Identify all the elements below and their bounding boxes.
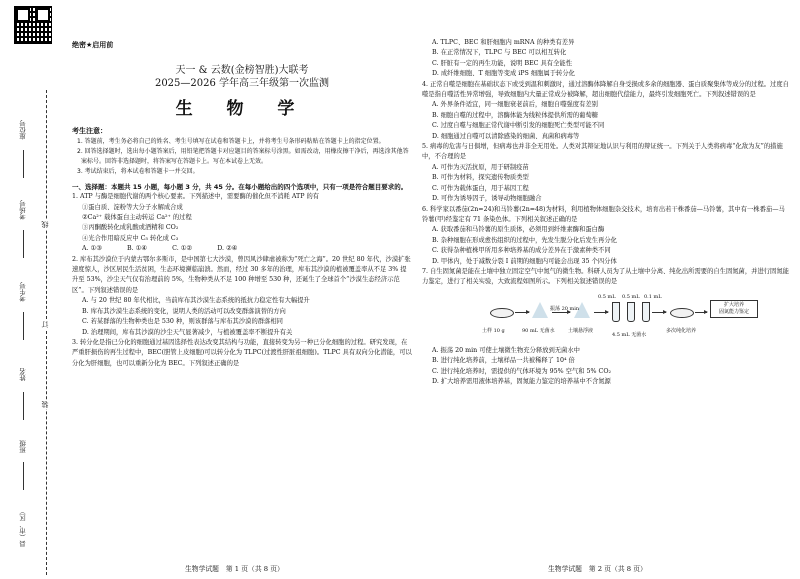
figure-label: 多次纯化培养 (666, 327, 697, 334)
question-option: D. 治理期间，库布其沙漠的沙尘天气显著减少，与植被覆盖率不断提升有关 (82, 328, 293, 336)
note-item: 2. 回答选择题时，选出每小题答案后，用铅笔把答题卡对应题目的答案标号涂黑。如需改动，用橡皮擦干净后，再选涂其他答案标号。回答非选择题时，将答案写在答题卡上。写在本试卷上无效。 (77, 147, 409, 165)
exam-title: 天一 & 云数(金榜智胜)大联考 (175, 65, 309, 77)
arrow (594, 312, 608, 313)
cut-mark-pack: 装 (41, 401, 49, 408)
binding-blank (23, 462, 24, 490)
subject-title: 生 物 学 (175, 99, 309, 120)
notes-heading: 考生注意： (72, 127, 107, 136)
figure-label: 土壤悬浮液 (568, 327, 594, 334)
question-stem: 2. 库布其沙漠位于内蒙古鄂尔多斯市，是中国第七大沙漠，曾因风沙肆虐被称为“死亡之海”。20 世纪 80 年代，沙漠扩张速度惊人，沙区居民生活贫困，生态环境濒临崩溃。然而，经过 30 多年的治理，库布其沙漠的植被覆盖率从不足 3% 提升至 53%，沙尘天气仅有治理前的 5%，生物种类从不足 100 种增至 530 种，还诞生了全球首个“沙漠生态经济示范区”。下列叙述错误的是 (72, 255, 411, 294)
question-option: A. 获取番茄和马铃薯的原生质体，必须用到纤维素酶和蛋白酶 (432, 226, 605, 234)
arrow (652, 312, 666, 313)
binding-field-room: 考场号 (19, 200, 27, 220)
question-option: B. 细胞自噬的过程中，溶酶体能为线粒体提供所需的葡萄糖 (432, 111, 599, 119)
question-option: C. 过度自噬与细胞正常代谢中断引发的细胞死亡类型可能不同 (432, 122, 605, 130)
figure-label: 0.5 mL (598, 293, 616, 300)
question-stem: 6. 科学家以番茄(2n=24)和马铃薯(2n=48)为材料，利用植物体细胞杂交技术，培育出若干株番茄—马铃薯，其中有一株番茄—马铃薯(甲)经鉴定有 71 条染色体。下列相关叙述正确的是 (422, 205, 785, 223)
binding-field-class: 班级 (19, 440, 27, 453)
soil-sample-dish (490, 308, 514, 318)
question-stem: 1. ATP 与酶是细胞代谢的两个核心要素。下列描述中，需要酶的催化但不消耗 ATP 的有 (72, 193, 320, 201)
page-footer-left: 生物学试题 第 1 页（共 8 页） (185, 565, 284, 573)
question-option: B. 杂种细胞在形成愈伤组织的过程中，先发生脱分化后发生再分化 (432, 236, 617, 244)
question-option: A. 外界条件适宜，同一细胞衰老前后，细胞自噬强度有差别 (432, 101, 598, 109)
left-column (72, 0, 412, 369)
question-option: C. 获得杂种植株甲所用多种培养基的成分差异在于激素种类不同 (432, 247, 611, 255)
section-heading: 一、选择题：本题共 15 小题，每小题 3 分，共 45 分。在每小题给出的四个选项中，只有一项是符合题目要求的。 (72, 182, 408, 191)
question-item: ①蛋白质、淀粉等大分子水解成合成 (82, 203, 183, 211)
note-item: 1. 答题前，考生务必将自己的姓名、考生号填写在试卷和答题卡上，并将考生号条形码粘贴在答题卡上的指定位置。 (77, 137, 385, 145)
page-footer-right: 生物学试题 第 2 页（共 8 页） (548, 565, 647, 573)
figure-label: 振荡 20 min (550, 305, 580, 312)
binding-blank (23, 392, 24, 420)
question-option: B. 可作为材料，探究遗传物质类型 (432, 174, 529, 182)
binding-field-examinee-no: 考生号 (19, 282, 27, 302)
question-stem: 3. 转分化是指已分化的细胞通过基因选择性表达改变其结构与功能，直接转变为另一种已分化细胞的过程。研究发现，在严重肝损伤的再生过程中，BEC(胆管上皮细胞)可以转分化为 TLPC(过渡性肝脏祖细胞)。TLPC 具有双向分化潜能，可以分化为肝细胞，也可以重新分化为 BEC。下列叙述正确的是 (72, 338, 412, 367)
dilution-tube (642, 302, 650, 322)
experiment-figure (422, 290, 790, 344)
figure-label: 4.5 mL 无菌水 (612, 331, 647, 338)
question-option: D. 扩大培养需用液体培养基，固氮能力鉴定的培养基中不含氮源 (432, 377, 611, 385)
question-option: A. 与 20 世纪 80 年代相比，当前库布其沙漠生态系统的抵抗力稳定性有大幅提升 (82, 297, 310, 305)
process-box (710, 300, 758, 318)
question-stem: 5. 病毒的危害与日俱增，但病毒也并非全无用处。人类对其辩证地认识与利用的辩证统一。下列关于人类将病毒“化敌为友”的措施中，不合理的是 (422, 143, 783, 161)
figure-label: 土样 10 g (482, 327, 505, 334)
question-option: B. 在正常情况下，TLPC 与 BEC 可以相互转化 (432, 49, 567, 57)
binding-field-county: 县（市、区） (19, 508, 27, 547)
cut-mark-bind: 订 (41, 321, 49, 328)
binding-field-name: 姓名 (19, 368, 27, 381)
question-option: C. 可作为载体蛋白，用于基因工程 (432, 184, 529, 192)
question-option: C. 进行纯化培养时，需提供的气体环境为 95% 空气和 5% CO₂ (432, 367, 612, 375)
question-option: A. TLPC、BEC 和肝细胞内 mRNA 的种类有差异 (432, 39, 575, 46)
dilution-tube (612, 302, 620, 322)
question-option: A. 可作为灭活抗原，用于研制疫苗 (432, 163, 529, 171)
cut-mark-line: 线 (41, 221, 49, 228)
exam-subtitle: 2025—2026 学年高三年级第一次监测 (154, 78, 330, 90)
question-option: B. 进行纯化培养前，土壤样品一共被稀释了 10⁴ 倍 (432, 357, 575, 365)
question-options: A. ①③ B. ①④ C. ①② D. ②④ (82, 245, 238, 253)
question-option: D. 细胞通过自噬可以清除感染的细菌、真菌和病毒等 (432, 132, 580, 140)
binding-strip (0, 0, 64, 579)
arrow (515, 312, 529, 313)
note-item: 3. 考试结束后，将本试卷和答题卡一并交回。 (77, 167, 199, 175)
figure-label: 0.1 mL (644, 293, 662, 300)
binding-blank (23, 230, 24, 258)
culture-plate (670, 308, 694, 318)
flask-90ml (532, 302, 548, 318)
question-option: D. 可作为诱导因子，诱导动物细胞融合 (432, 195, 542, 203)
figure-label: 90 mL 无菌水 (522, 327, 555, 334)
qr-code (14, 6, 52, 44)
secret-mark: 绝密★启用前 (72, 41, 114, 49)
binding-blank (23, 312, 24, 340)
figure-label: 0.5 mL (622, 293, 640, 300)
question-stem: 4. 正常自噬是细胞在基础状态下或受到温和刺激时，通过溶酶体降解自身受损或多余的细胞器、蛋白质聚集体等成分的过程。过度自噬是指自噬活性异常增强，导致细胞内大量正常成分被降解，超出细胞代偿能力，最终引发细胞死亡。下列叙述错误的是 (422, 80, 789, 99)
figure-label: 固氮能力鉴定 (718, 308, 749, 315)
binding-blank (23, 150, 24, 178)
question-stem: 7. 自生固氮菌是能在土壤中独立固定空气中氮气的微生物。科研人员为了从土壤中分离、纯化出所需要的自生固氮菌，并进行固氮能力鉴定，进行了相关实验，大致流程如图所示。下列相关叙述错误的是 (422, 267, 789, 286)
cut-line (46, 90, 47, 575)
question-item: ③丙酮酸转化成乳酸或酒精和 CO₂ (82, 224, 179, 232)
question-option: C. 若某群落的生物种类也是 530 种，则该群落与库布其沙漠的群落相同 (82, 318, 283, 326)
right-column (422, 38, 790, 387)
binding-field-seat: 座位号 (19, 120, 27, 140)
question-item: ④光合作用暗反应中 C₅ 转化成 C₃ (82, 234, 179, 242)
question-item: ②Ca²⁺ 载体蛋白主动转运 Ca²⁺ 的过程 (82, 214, 192, 222)
question-option: B. 库布其沙漠生态系统的变化，说明人类的活动可以改变群落演替的方向 (82, 307, 286, 315)
question-option: D. 成纤维细胞、T 细胞等变成 iPS 细胞属于转分化 (432, 70, 575, 78)
question-option: D. 甲体内，处于减数分裂 I 前期的细胞内可能会出现 35 个四分体 (432, 257, 617, 265)
dilution-tube (627, 302, 635, 322)
question-option: C. 肝脏有一定的再生功能，说明 BEC 具有全能性 (432, 59, 572, 67)
question-option: A. 振荡 20 min 可使土壤微生物充分释放到无菌水中 (432, 346, 580, 354)
arrow (695, 312, 707, 313)
figure-label: 扩大培养 (723, 301, 744, 308)
